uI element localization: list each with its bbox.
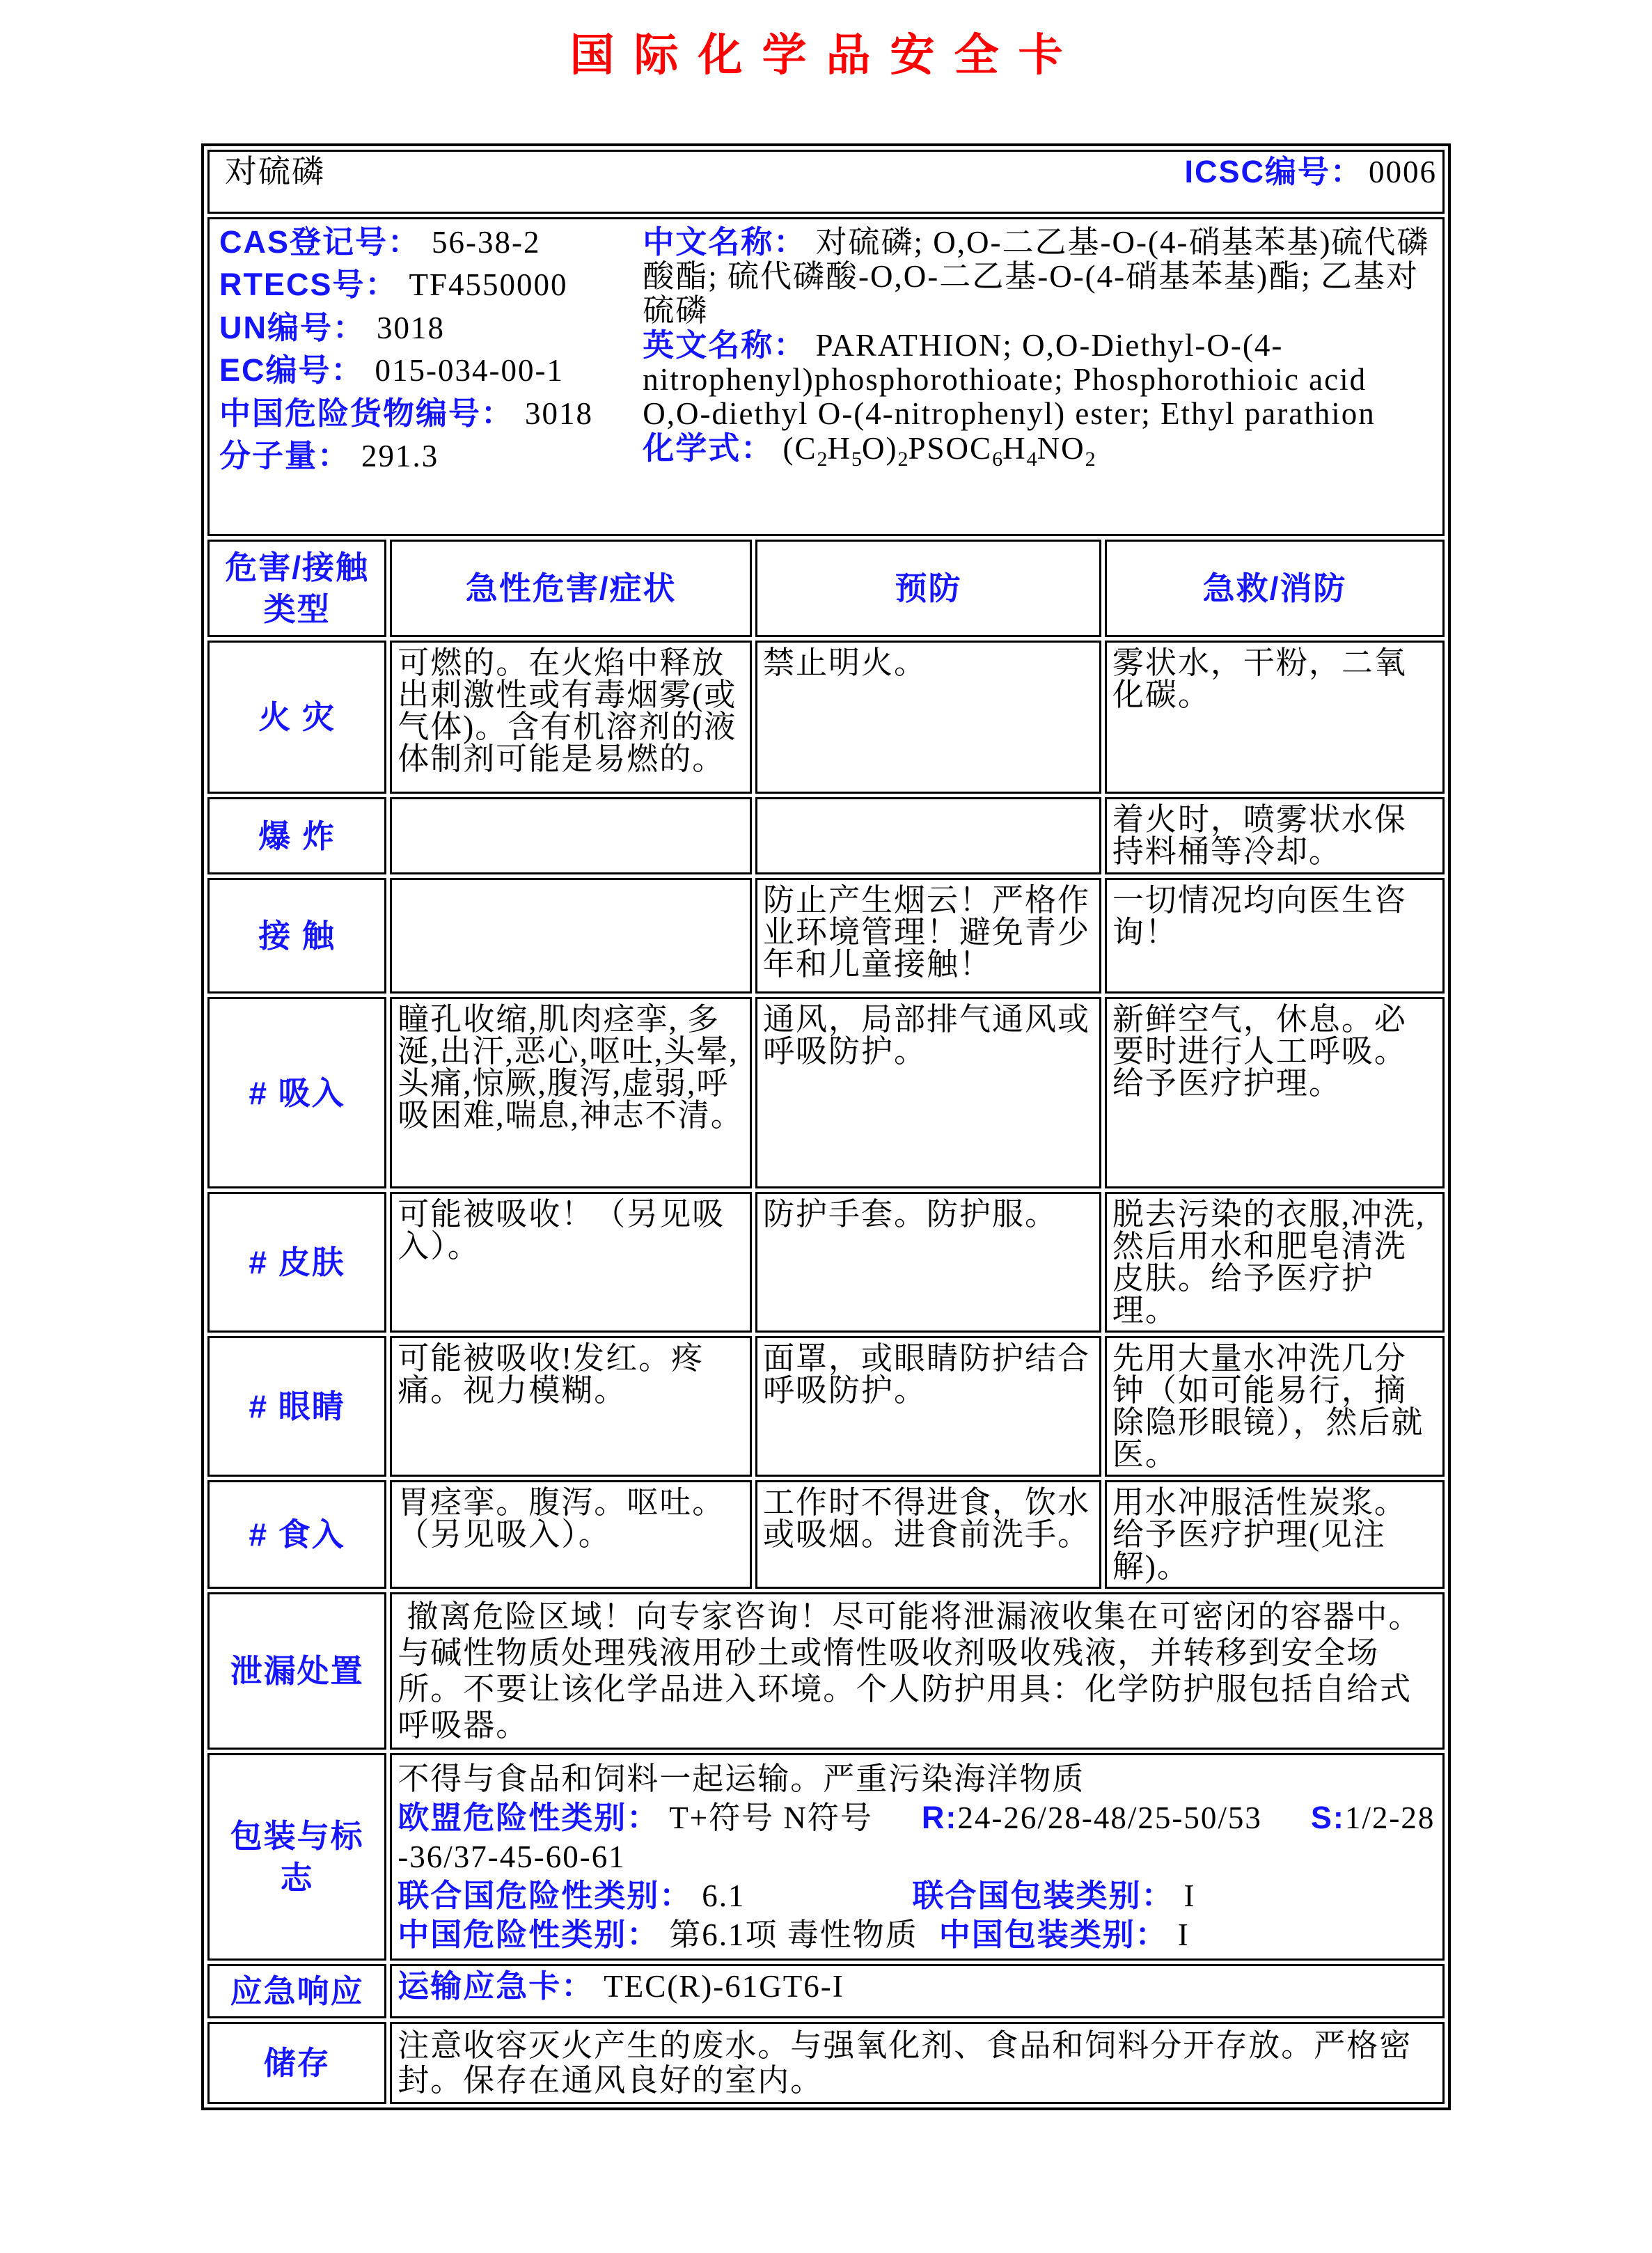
packaging-eu-line: [398, 1798, 1437, 1876]
chemical-formula: $(C_2H_5O)_2PSOC_6H_4NO_2$: [782, 431, 1096, 471]
cn-pack-value: I: [1177, 1917, 1190, 1952]
header-hazard-type: 危害/接触类型: [207, 540, 386, 637]
cn-class-label: 中国危险性类别：: [398, 1917, 660, 1952]
row-label-emergency: 应急响应: [207, 1964, 386, 2018]
exposure-row: [207, 878, 1445, 994]
row-label-exposure: 接 触: [207, 878, 386, 994]
un-label: UN编号：: [219, 309, 365, 345]
formula-line: [643, 431, 1437, 476]
cell-ingestion-symptoms: 胃痉挛。腹泻。呕吐。（另见吸入）。: [390, 1480, 752, 1589]
eyes-row: [207, 1336, 1445, 1477]
identifiers-row: [207, 217, 1445, 536]
row-label-spillage: 泄漏处置: [207, 1592, 386, 1750]
cn-pack-label: 中国包装类别：: [938, 1917, 1168, 1952]
chinese-name-line: [643, 225, 1437, 328]
safety-card: [201, 143, 1451, 2110]
cn-class-value: 第6.1项 毒性物质: [669, 1917, 918, 1952]
cell-skin-response: 脱去污染的衣服,冲洗,然后用水和肥皂清洗皮肤。给予医疗护理。: [1105, 1192, 1445, 1333]
cell-explosion-response: 着火时，喷雾状水保持料桶等冷却。: [1105, 797, 1445, 874]
table-header-row: [207, 540, 1445, 637]
rtecs-value: TF4550000: [409, 267, 568, 303]
un-pack-label: 联合国包装类别：: [912, 1878, 1174, 1913]
english-name-value: PARATHION; O,O-Diethyl-O-(4-nitrophenyl)phosphorothioate; Phosphorothioic acid O,O-diethyl O-(4-nitrophenyl) ester; Ethyl parathion: [643, 328, 1376, 431]
icsc-label: ICSC编号：: [1184, 154, 1363, 189]
page-title: 国际化学品安全卡: [569, 31, 1083, 80]
chemical-name: 对硫磷: [225, 154, 325, 189]
row-label-skin: # 皮肤: [207, 1192, 386, 1333]
name-row: [207, 150, 1445, 214]
cas-label: CAS登记号：: [219, 224, 421, 260]
row-label-packaging: 包装与标志: [207, 1753, 386, 1961]
row-label-inhalation: # 吸入: [207, 997, 386, 1188]
mw-label: 分子量：: [219, 437, 351, 473]
chinese-name-value: 对硫磷; O,O-二乙基-O-(4-硝基苯基)硫代磷酸酯; 硫代磷酸-O,O-二乙基-O-(4-硝基苯基)酯; 乙基对硫磷: [643, 225, 1430, 328]
s-phrases-value: 1/2-28-36/37-45-60-61: [398, 1800, 1435, 1874]
cn-dg-label: 中国危险货物编号：: [219, 395, 514, 431]
skin-row: [207, 1192, 1445, 1333]
spillage-row: [207, 1592, 1445, 1750]
cn-dangerous-goods-line: [219, 395, 643, 431]
cell-eyes-symptoms: 可能被吸收!发红。疼痛。视力模糊。: [390, 1336, 752, 1477]
cell-inhalation-response: 新鲜空气，休息。必要时进行人工呼吸。给予医疗护理。: [1105, 997, 1445, 1188]
identifiers-cell: [207, 217, 1445, 536]
un-number-line: [219, 309, 643, 345]
chinese-name-label: 中文名称：: [643, 224, 807, 260]
un-class-value: 6.1: [702, 1878, 746, 1913]
cn-dg-value: 3018: [525, 395, 594, 431]
icsc-number-group: [1184, 156, 1437, 188]
english-name-line: [643, 328, 1437, 431]
molecular-weight-line: [219, 437, 643, 473]
cell-packaging: [390, 1753, 1445, 1961]
cell-fire-response: 雾状水，干粉，二氧化碳。: [1105, 641, 1445, 794]
ingestion-row: [207, 1480, 1445, 1589]
row-label-storage: 储存: [207, 2022, 386, 2104]
mw-value: 291.3: [361, 438, 439, 473]
card-table: [204, 146, 1448, 2107]
packaging-transport-note: 不得与食品和饲料一起运输。严重污染海洋物质: [398, 1761, 1085, 1796]
header-first-aid: 急救/消防: [1105, 540, 1445, 637]
packaging-cn-line: [398, 1915, 1437, 1954]
cell-eyes-response: 先用大量水冲洗几分钟（如可能易行，摘除隐形眼镜），然后就医。: [1105, 1336, 1445, 1477]
cell-fire-prevention: 禁止明火。: [755, 641, 1101, 794]
cas-value: 56-38-2: [432, 225, 541, 260]
ec-label: EC编号：: [219, 352, 364, 388]
cell-exposure-symptoms: [390, 878, 752, 994]
transport-card-value: TEC(R)-61GT6-I: [604, 1969, 844, 2004]
name-list: [643, 223, 1437, 476]
s-phrases-label: S:: [1310, 1800, 1345, 1835]
identifier-list: [215, 223, 643, 476]
r-phrases-value: 24-26/28-48/25-50/53: [957, 1800, 1262, 1835]
cell-inhalation-symptoms: 瞳孔收缩,肌肉痉挛, 多涎,出汗,恶心,呕吐,头晕,头痛,惊厥,腹泻,虚弱,呼吸困难,喘息,神志不清。: [390, 997, 752, 1188]
r-phrases-label: R:: [921, 1800, 958, 1835]
un-pack-value: I: [1183, 1878, 1196, 1913]
row-label-ingestion: # 食入: [207, 1480, 386, 1589]
cell-spillage-text: 撤离危险区域！向专家咨询！尽可能将泄漏液收集在可密闭的容器中。与碱性物质处理残液用砂土或惰性吸收剂吸收残液，并转移到安全场所。不要让该化学品进入环境。个人防护用具：化学防护服包括自给式呼吸器。: [390, 1592, 1445, 1750]
explosion-row: [207, 797, 1445, 874]
cell-inhalation-prevention: 通风，局部排气通风或呼吸防护。: [755, 997, 1101, 1188]
icsc-number: 0006: [1369, 155, 1437, 189]
eu-class-value: T+符号 N符号: [669, 1800, 873, 1835]
header-prevention: 预防: [755, 540, 1101, 637]
rtecs-number-line: [219, 269, 643, 301]
ec-number-line: [219, 354, 643, 386]
eu-class-label: 欧盟危险性类别：: [398, 1800, 660, 1835]
un-value: 3018: [377, 310, 445, 345]
inhalation-row: [207, 997, 1445, 1188]
cell-ingestion-prevention: 工作时不得进食，饮水或吸烟。进食前洗手。: [755, 1480, 1101, 1589]
header-acute-hazards: 急性危害/症状: [390, 540, 752, 637]
cell-ingestion-response: 用水冲服活性炭浆。给予医疗护理(见注解)。: [1105, 1480, 1445, 1589]
cell-eyes-prevention: 面罩，或眼睛防护结合呼吸防护。: [755, 1336, 1101, 1477]
row-label-eyes: # 眼睛: [207, 1336, 386, 1477]
cell-explosion-prevention: [755, 797, 1101, 874]
packaging-un-line: [398, 1876, 1437, 1915]
cas-number-line: [219, 226, 643, 258]
english-name-label: 英文名称：: [643, 327, 807, 363]
fire-row: [207, 641, 1445, 794]
row-label-fire: 火 灾: [207, 641, 386, 794]
formula-label: 化学式：: [643, 430, 774, 466]
storage-row: [207, 2022, 1445, 2104]
cell-explosion-symptoms: [390, 797, 752, 874]
cell-exposure-prevention: 防止产生烟云！严格作业环境管理！避免青少年和儿童接触！: [755, 878, 1101, 994]
cell-exposure-response: 一切情况均向医生咨询！: [1105, 878, 1445, 994]
cell-skin-symptoms: 可能被吸收！（另见吸入）。: [390, 1192, 752, 1333]
rtecs-label: RTECS号：: [219, 267, 398, 303]
un-class-label: 联合国危险性类别：: [398, 1878, 693, 1913]
packaging-row: [207, 1753, 1445, 1961]
cell-fire-symptoms: 可燃的。在火焰中释放出刺激性或有毒烟雾(或气体)。含有机溶剂的液体制剂可能是易燃的。: [390, 641, 752, 794]
cell-storage-text: 注意收容灭火产生的废水。与强氧化剂、食品和饲料分开存放。严格密封。保存在通风良好的室内。: [390, 2022, 1445, 2104]
emergency-row: [207, 1964, 1445, 2018]
name-cell: [207, 150, 1445, 214]
ec-value: 015-034-00-1: [375, 353, 564, 388]
row-label-explosion: 爆 炸: [207, 797, 386, 874]
cell-emergency: [390, 1964, 1445, 2018]
transport-card-label: 运输应急卡：: [398, 1968, 595, 2004]
cell-skin-prevention: 防护手套。防护服。: [755, 1192, 1101, 1333]
